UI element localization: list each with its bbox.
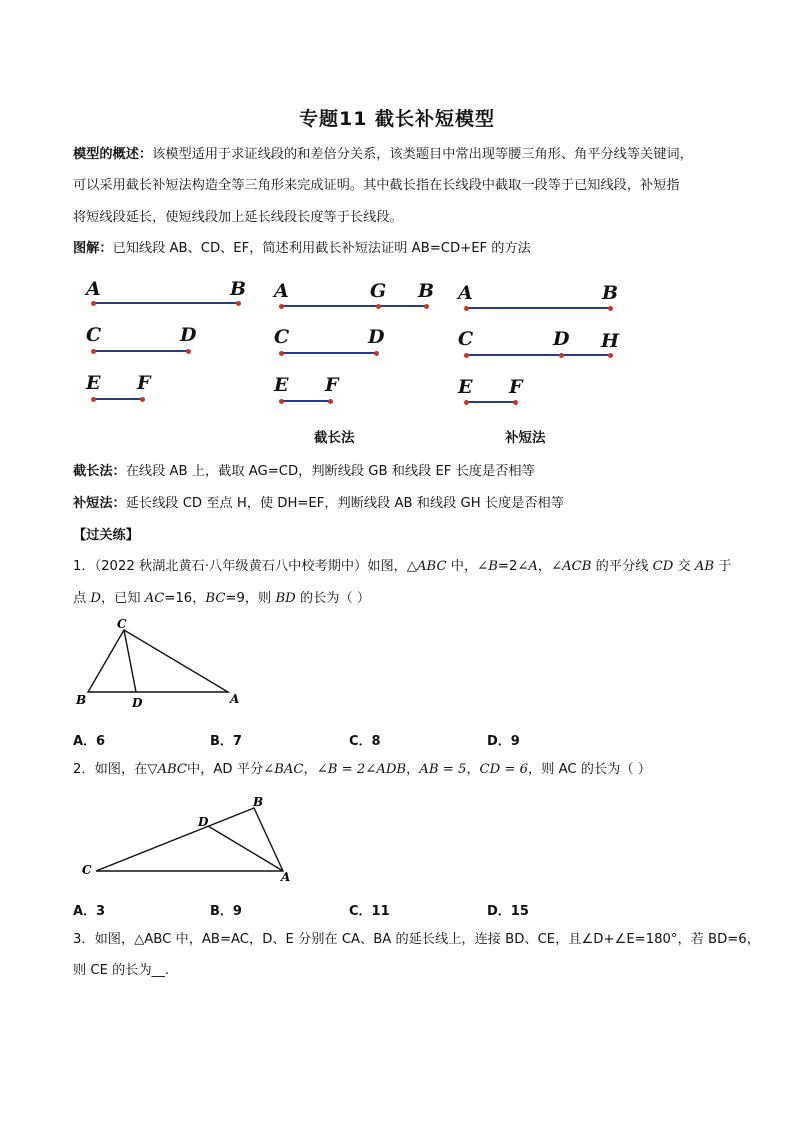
vertex-label-b: B <box>253 795 264 809</box>
triangle-abc <box>88 630 228 692</box>
endpoint <box>91 301 96 306</box>
point-label-f: F <box>509 376 523 398</box>
question-1-line-2: 点 D，已知 AC=16，BC=9，则 BD 的长为（ ） <box>73 591 371 606</box>
vertex-label-d: D <box>198 815 209 829</box>
method-extend-label: 补短法： <box>73 496 126 511</box>
point-label-b: B <box>418 280 435 302</box>
question-3-line-1: 3．如图，△ABC 中，AB=AC，D、E 分别在 CA、BA 的延长线上，连接 BD、CE，且∠D+∠E=180°，若 BD=6， <box>73 932 760 947</box>
point-d <box>559 353 564 358</box>
method-extend-short: 补短法：延长线段 CD 至点 H，使 DH=EF，判断线段 AB 和线段 GH 长度是否相等 <box>73 496 564 511</box>
overview-line-2: 可以采用截长补短法构造全等三角形来完成证明。其中截长指在长线段中截取一段等于已知线段，补短指 <box>73 178 680 193</box>
caption-extend-short: 补短法 <box>505 430 546 446</box>
segment-ab <box>281 305 426 307</box>
point-label-b: B <box>230 278 247 300</box>
vertex-label-c: C <box>82 863 92 877</box>
segment-cd <box>281 352 376 354</box>
endpoint <box>279 399 284 404</box>
overview-line-3: 将短线段延长，使短线段加上延长线段长度等于长线段。 <box>73 210 403 225</box>
segment-ef <box>281 400 330 402</box>
q1-option-d[interactable]: D．9 <box>487 734 520 749</box>
q2-option-b[interactable]: B．9 <box>210 904 242 919</box>
endpoint <box>608 306 613 311</box>
endpoint <box>464 400 469 405</box>
endpoint <box>608 353 613 358</box>
point-label-a: A <box>86 278 101 300</box>
triangle-abc <box>96 808 283 871</box>
diagram-intro-label: 图解： <box>73 241 113 256</box>
question-2-figure <box>78 792 298 892</box>
question-1-figure <box>70 618 250 718</box>
diagram-intro: 图解：已知线段 AB、CD、EF，简述利用截长补短法证明 AB=CD+EF 的方法 <box>73 241 531 256</box>
vertex-label-a: A <box>281 870 291 884</box>
point-label-d: D <box>368 326 385 348</box>
segment-ch <box>466 354 610 356</box>
endpoint <box>186 349 191 354</box>
question-3-line-2: 则 CE 的长为__. <box>73 963 170 978</box>
overview-line-1: 模型的概述：该模型适用于求证线段的和差倍分关系，该类题目中常出现等腰三角形、角平分线等关键词， <box>73 147 693 162</box>
caption-cut-long: 截长法 <box>314 430 355 446</box>
point-label-b: B <box>602 282 619 304</box>
endpoint <box>279 351 284 356</box>
endpoint <box>91 397 96 402</box>
bisector-cd <box>124 630 136 692</box>
point-label-a: A <box>274 280 289 302</box>
endpoint <box>464 353 469 358</box>
point-label-f: F <box>137 372 151 394</box>
segment-ef <box>93 398 142 400</box>
endpoint <box>464 306 469 311</box>
endpoint <box>279 304 284 309</box>
endpoint <box>91 349 96 354</box>
endpoint <box>140 397 145 402</box>
endpoint <box>424 304 429 309</box>
point-label-a: A <box>458 282 473 304</box>
q2-option-a[interactable]: A．3 <box>73 904 106 919</box>
point-g <box>376 304 381 309</box>
overview-label: 模型的概述： <box>73 147 153 162</box>
q1-option-a[interactable]: A．6 <box>73 734 106 749</box>
point-label-f: F <box>325 374 339 396</box>
page-title: 专题11 截长补短模型 <box>298 108 496 130</box>
method-cut-label: 截长法： <box>73 464 126 479</box>
point-label-g: G <box>370 280 387 302</box>
segment-cd <box>93 350 188 352</box>
bisector-ad <box>208 826 283 871</box>
question-1-line-1: 1．（2022 秋湖北黄石·八年级黄石八中校考期中）如图，△ABC 中，∠B=2∠A，∠ACB 的平分线 CD 交 AB 于 <box>73 559 732 574</box>
point-label-h: H <box>601 330 619 352</box>
vertex-label-b: B <box>76 693 87 707</box>
point-label-e: E <box>274 374 289 396</box>
point-label-c: C <box>86 324 102 346</box>
point-label-c: C <box>458 328 474 350</box>
vertex-label-c: C <box>117 618 127 631</box>
point-label-e: E <box>458 376 473 398</box>
endpoint <box>236 301 241 306</box>
point-label-d: D <box>553 328 570 350</box>
endpoint <box>513 400 518 405</box>
vertex-label-a: A <box>230 692 240 706</box>
point-label-e: E <box>86 372 101 394</box>
endpoint <box>328 399 333 404</box>
endpoint <box>374 351 379 356</box>
q2-option-d[interactable]: D．15 <box>487 904 529 919</box>
segment-ef <box>466 401 515 403</box>
point-label-c: C <box>274 326 290 348</box>
vertex-label-d: D <box>132 696 143 710</box>
q2-option-c[interactable]: C．11 <box>349 904 390 919</box>
method-cut-long: 截长法：在线段 AB 上，截取 AG=CD，判断线段 GB 和线段 EF 长度是否相等 <box>73 464 535 479</box>
question-2: 2．如图，在▽ABC中，AD 平分∠BAC，∠B = 2∠ADB，AB = 5，CD = 6，则 AC 的长为（ ） <box>73 762 651 777</box>
q1-option-b[interactable]: B．7 <box>210 734 242 749</box>
point-label-d: D <box>180 324 197 346</box>
q1-option-c[interactable]: C．8 <box>349 734 381 749</box>
segment-ab <box>466 307 610 309</box>
practice-header: 【过关练】 <box>73 528 139 543</box>
segment-ab <box>93 302 238 304</box>
